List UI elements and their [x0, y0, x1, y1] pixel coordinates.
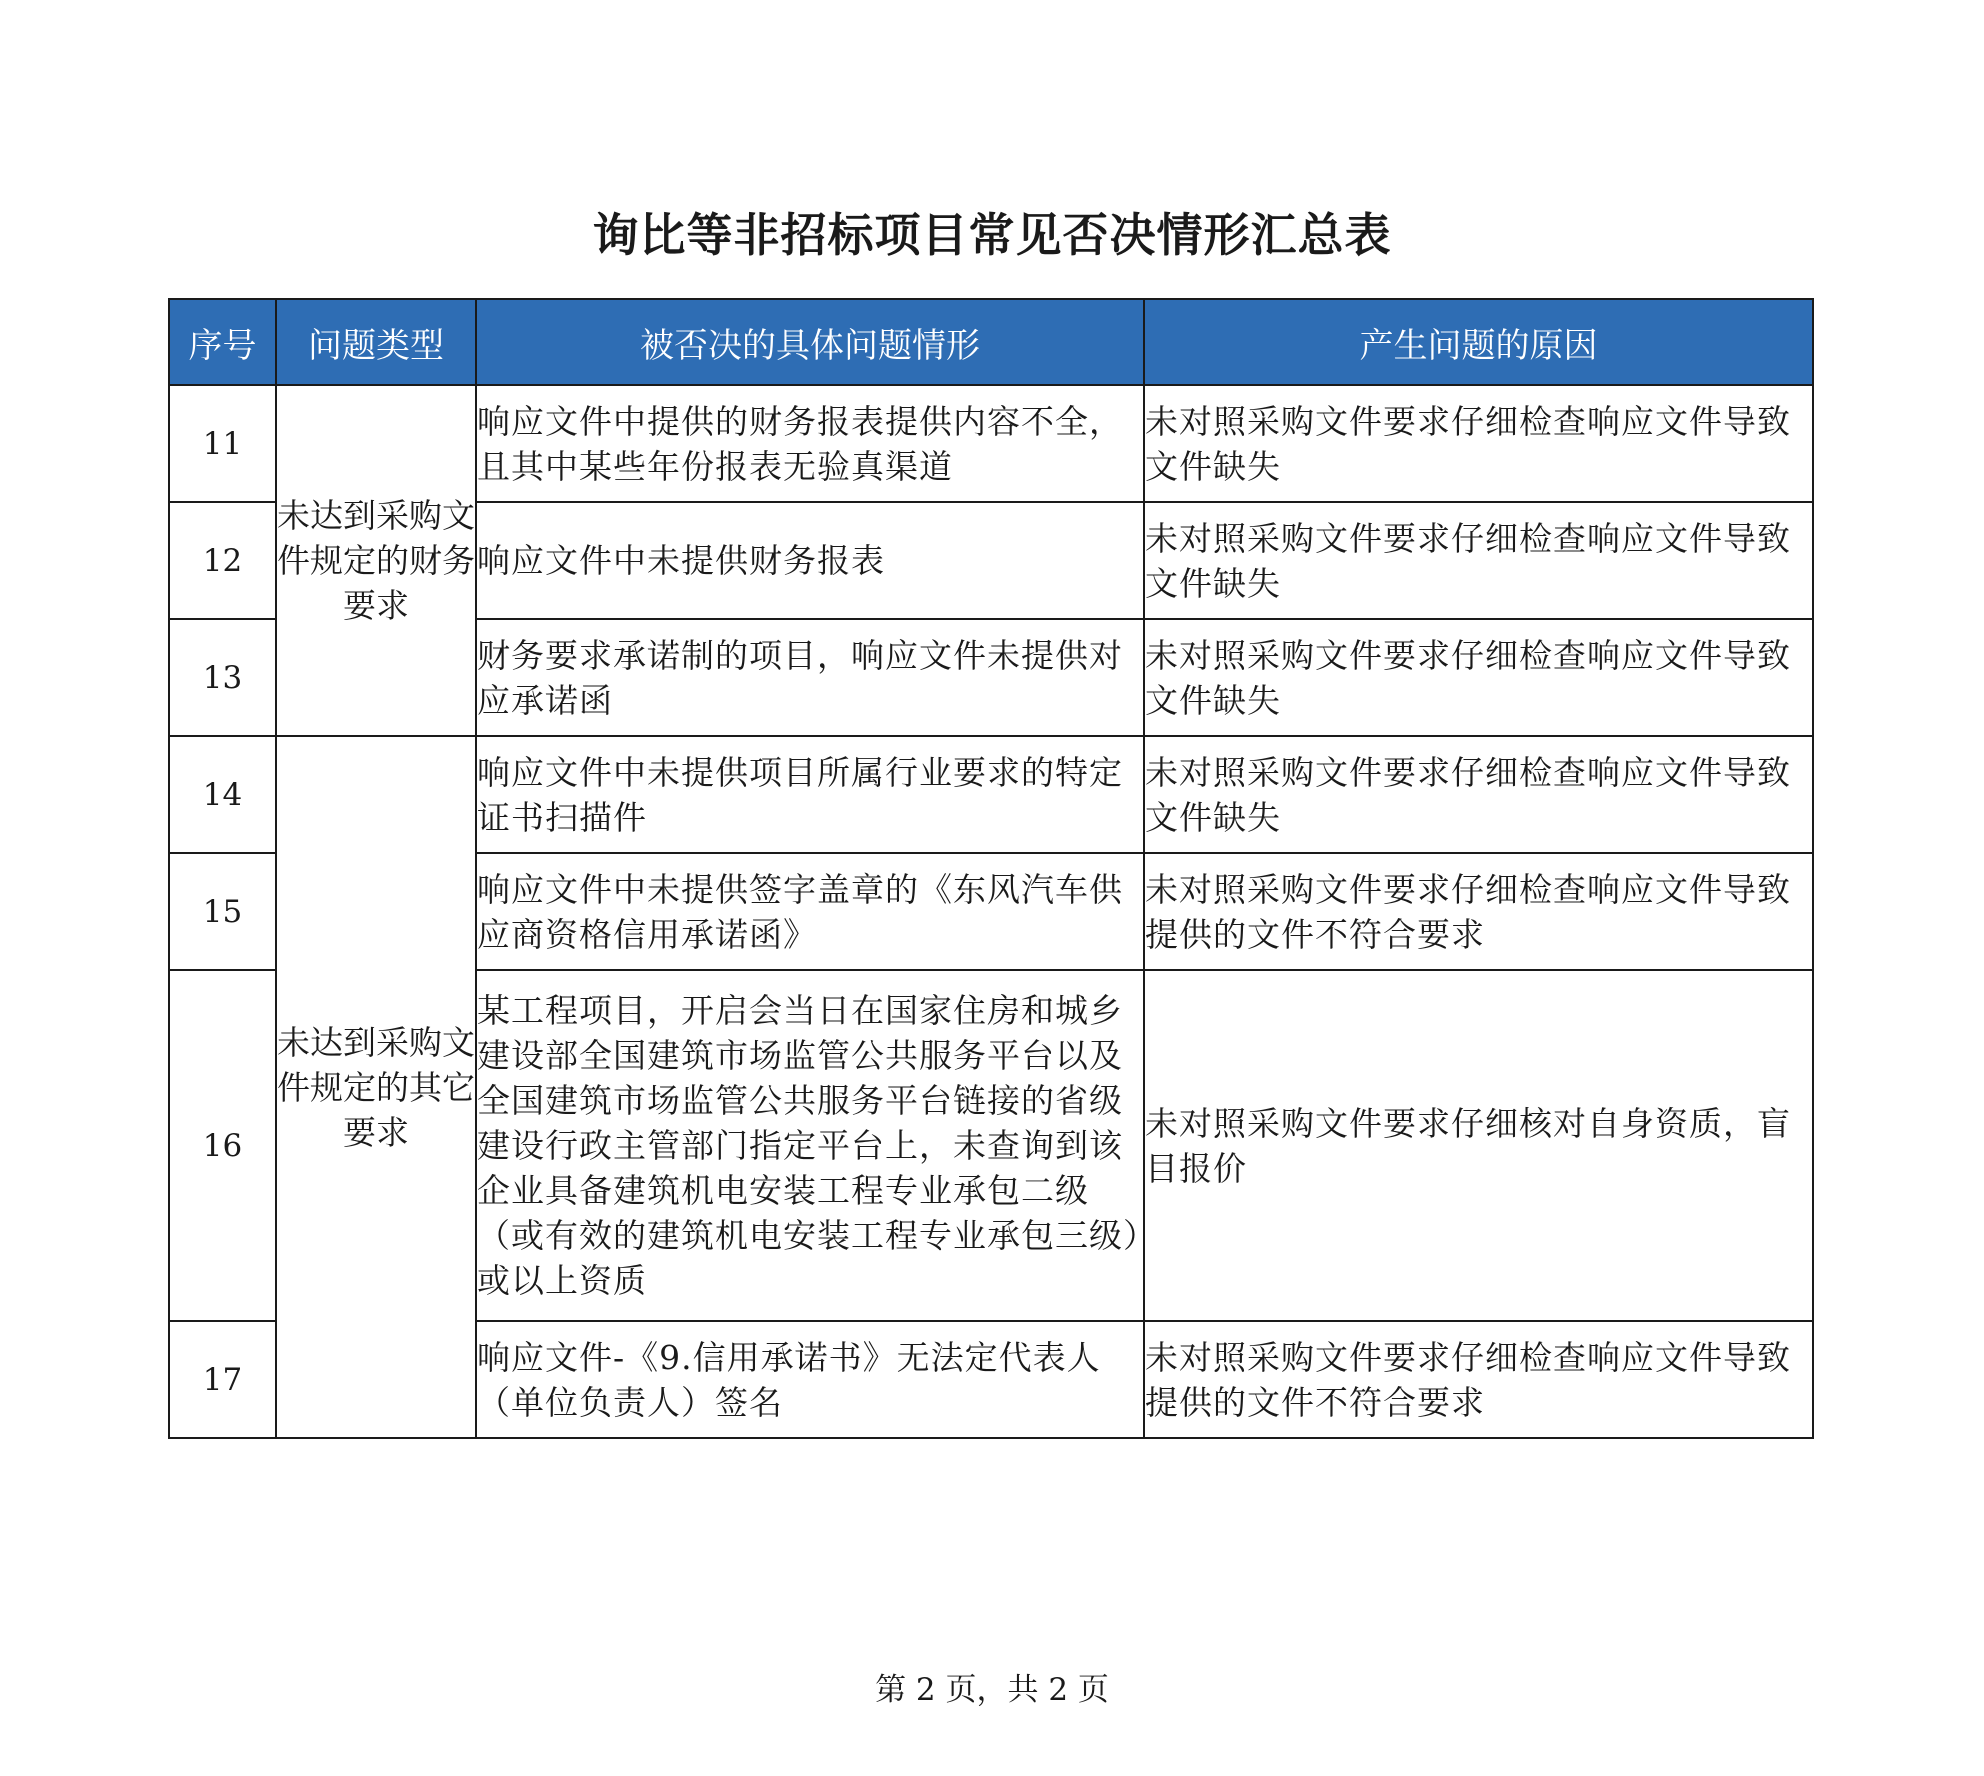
row-situation: 某工程项目，开启会当日在国家住房和城乡建设部全国建筑市场监管公共服务平台以及全国建筑市场监管公共服务平台链接的省级建设行政主管部门指定平台上，未查询到该企业具备建筑机电安装工程专业承包二级（或有效的建筑机电安装工程专业承包三级）或以上资质 — [476, 970, 1144, 1321]
summary-table — [168, 298, 1814, 1439]
row-situation: 响应文件中未提供财务报表 — [476, 502, 1144, 619]
header-number: 序号 — [169, 299, 276, 385]
row-number: 12 — [169, 502, 276, 619]
row-number: 11 — [169, 385, 276, 502]
row-reason: 未对照采购文件要求仔细检查响应文件导致文件缺失 — [1144, 619, 1813, 736]
row-reason: 未对照采购文件要求仔细检查响应文件导致文件缺失 — [1144, 736, 1813, 853]
row-situation: 响应文件中提供的财务报表提供内容不全，且其中某些年份报表无验真渠道 — [476, 385, 1144, 502]
row-situation: 财务要求承诺制的项目，响应文件未提供对应承诺函 — [476, 619, 1144, 736]
page-footer: 第 2 页，共 2 页 — [875, 1672, 1109, 1708]
header-issue-type: 问题类型 — [276, 299, 476, 385]
row-number: 15 — [169, 853, 276, 970]
row-number: 16 — [169, 970, 276, 1321]
row-reason: 未对照采购文件要求仔细检查响应文件导致文件缺失 — [1144, 385, 1813, 502]
table-row — [169, 385, 1813, 502]
row-reason: 未对照采购文件要求仔细检查响应文件导致提供的文件不符合要求 — [1144, 853, 1813, 970]
row-reason: 未对照采购文件要求仔细核对自身资质，盲目报价 — [1144, 970, 1813, 1321]
issue-type-group-financial: 未达到采购文件规定的财务要求 — [276, 385, 476, 736]
row-situation: 响应文件-《9.信用承诺书》无法定代表人（单位负责人）签名 — [476, 1321, 1144, 1438]
row-number: 14 — [169, 736, 276, 853]
row-reason: 未对照采购文件要求仔细检查响应文件导致文件缺失 — [1144, 502, 1813, 619]
header-reason: 产生问题的原因 — [1144, 299, 1813, 385]
issue-type-group-other: 未达到采购文件规定的其它要求 — [276, 736, 476, 1438]
row-number: 17 — [169, 1321, 276, 1438]
table-row — [169, 736, 1813, 853]
row-situation: 响应文件中未提供签字盖章的《东风汽车供应商资格信用承诺函》 — [476, 853, 1144, 970]
page-title: 询比等非招标项目常见否决情形汇总表 — [592, 208, 1392, 262]
header-situation: 被否决的具体问题情形 — [476, 299, 1144, 385]
row-reason: 未对照采购文件要求仔细检查响应文件导致提供的文件不符合要求 — [1144, 1321, 1813, 1438]
row-number: 13 — [169, 619, 276, 736]
table-header-row — [169, 299, 1813, 385]
row-situation: 响应文件中未提供项目所属行业要求的特定证书扫描件 — [476, 736, 1144, 853]
